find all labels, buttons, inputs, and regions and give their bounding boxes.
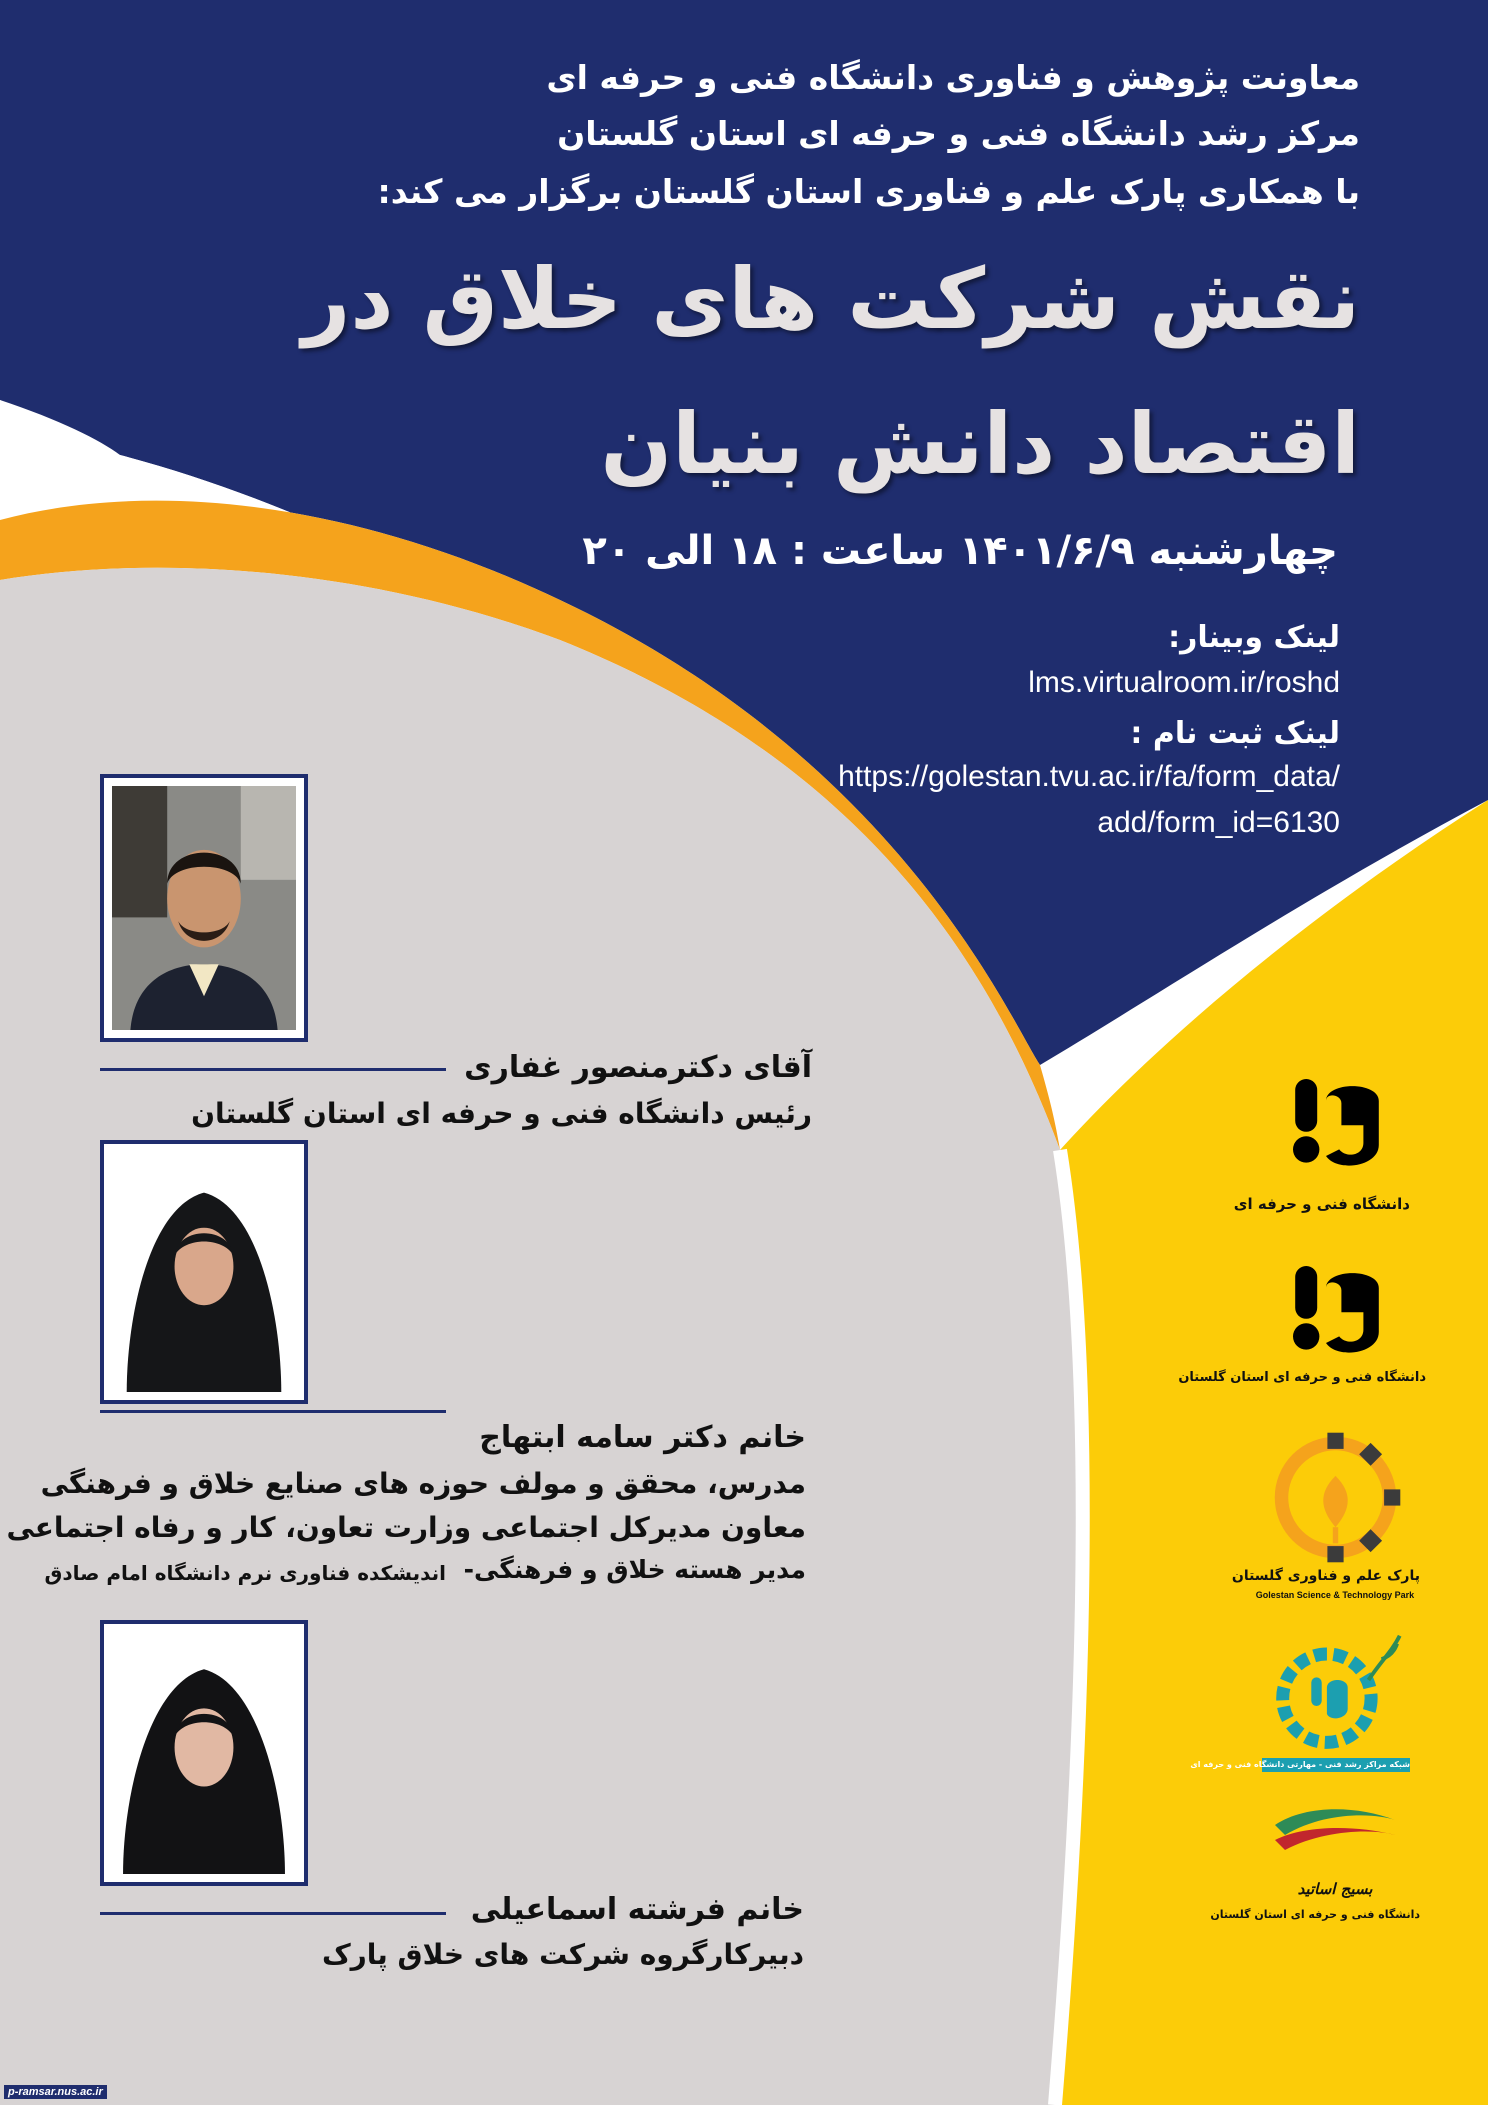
basij-professors-logo-icon	[1265, 1805, 1405, 1875]
basij-professors-title: بسیج اساتید	[1297, 1880, 1373, 1898]
science-park-caption-en: Golestan Science & Technology Park	[1255, 1590, 1415, 1600]
speaker-1-name: آقای دکترمنصور غفاری	[464, 1050, 812, 1085]
tvu-golestan-logo-icon	[1282, 1255, 1392, 1365]
science-park-caption: پارک علم و فناوری گلستان	[1231, 1568, 1420, 1584]
webinar-link-label: لینک وبینار:	[1168, 620, 1340, 655]
speaker-2-name: خانم دکتر سامه ابتهاج	[479, 1420, 806, 1455]
speaker-3-role-1: دبیرکارگروه شرکت های خلاق پارک	[321, 1938, 804, 1971]
header-line-1: معاونت پژوهش و فناوری دانشگاه فنی و حرفه ای	[546, 58, 1360, 97]
speaker-2-role-3-detail: اندیشکده فناوری نرم دانشگاه امام صادق	[44, 1561, 446, 1585]
speaker-2-photo	[100, 1140, 308, 1404]
register-link-label: لینک ثبت نام :	[1130, 716, 1340, 751]
basij-professors-caption: دانشگاه فنی و حرفه ای استان گلستان	[1210, 1908, 1420, 1921]
speaker-3-divider	[100, 1912, 446, 1915]
speaker-2-divider	[100, 1410, 446, 1413]
science-park-gear-icon	[1268, 1430, 1403, 1565]
event-date-time: چهارشنبه ۱۴۰۱/۶/۹ ساعت : ۱۸ الی ۲۰	[582, 528, 1338, 574]
header-line-2: مرکز رشد دانشگاه فنی و حرفه ای استان گلستان	[557, 114, 1360, 153]
register-link-line-1[interactable]: https://golestan.tvu.ac.ir/fa/form_data/	[838, 760, 1340, 793]
speaker-1-divider	[100, 1068, 446, 1071]
tvu-golestan-logo-caption: دانشگاه فنی و حرفه ای استان گلستان	[1178, 1370, 1426, 1385]
webinar-link[interactable]: lms.virtualroom.ir/roshd	[1028, 666, 1340, 699]
speaker-2-role-3: مدیر هسته خلاق و فرهنگی-	[463, 1555, 806, 1584]
footer-site-tag[interactable]: p-ramsar.nus.ac.ir	[4, 2085, 107, 2099]
speaker-3-name: خانم فرشته اسماعیلی	[470, 1892, 804, 1927]
speaker-2-role-2: معاون مدیرکل اجتماعی وزارت تعاون، کار و رفاه اجتماعی	[6, 1511, 806, 1544]
header-line-3: با همکاری پارک علم و فناوری استان گلستان برگزار می کند:	[377, 172, 1360, 211]
incubator-network-logo-icon	[1262, 1628, 1410, 1758]
tvu-logo-icon	[1282, 1068, 1392, 1178]
tvu-logo-caption: دانشگاه فنی و حرفه ای	[1233, 1195, 1410, 1213]
speaker-1-photo	[100, 774, 308, 1042]
event-title-line-2: اقتصاد دانش بنیان	[600, 395, 1360, 493]
speaker-2-role-1: مدرس، محقق و مولف حوزه های صنایع خلاق و فرهنگی	[40, 1467, 806, 1500]
speaker-3-photo	[100, 1620, 308, 1886]
incubator-network-caption: شبکه مراکز رشد فنی - مهارتی دانشگاه فنی و حرفه ای	[1262, 1758, 1410, 1772]
event-title-line-1: نقش شرکت های خلاق در	[302, 250, 1360, 348]
speaker-1-role-1: رئیس دانشگاه فنی و حرفه ای استان گلستان	[191, 1097, 812, 1130]
register-link-line-2[interactable]: add/form_id=6130	[1097, 806, 1340, 839]
